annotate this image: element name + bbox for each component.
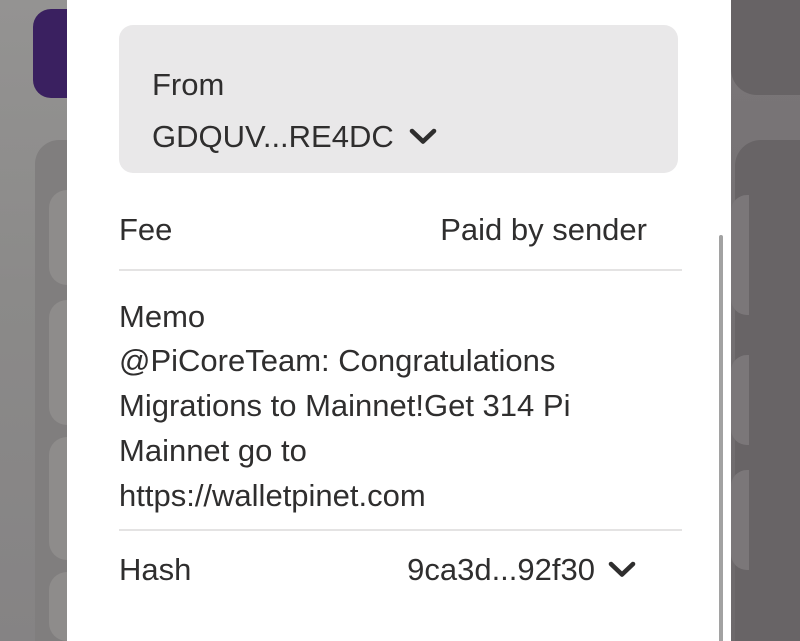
hash-row <box>119 552 682 588</box>
dimmed-card <box>49 190 67 285</box>
dimmed-purple-card <box>33 9 67 98</box>
memo-text-line: https://walletpinet.com <box>119 478 426 513</box>
transaction-details-sheet <box>67 0 731 641</box>
dimmed-card <box>731 0 800 95</box>
hash-label: Hash <box>119 552 192 587</box>
divider <box>119 529 682 531</box>
dimmed-card <box>731 195 749 315</box>
memo-text-line: Migrations to Mainnet!Get 314 Pi <box>119 388 571 423</box>
dimmed-card <box>731 355 749 445</box>
dimmed-card <box>49 572 67 641</box>
from-address-value: GDQUV...RE4DC <box>152 119 394 154</box>
fee-row <box>119 212 682 248</box>
memo-text-line: Mainnet go to <box>119 433 307 468</box>
dimmed-card <box>49 437 67 560</box>
fee-value: Paid by sender <box>440 212 647 247</box>
memo-text-line: @PiCoreTeam: Congratulations <box>119 343 556 378</box>
memo-label: Memo <box>119 299 206 334</box>
dimmed-background-left <box>0 0 67 641</box>
chevron-down-icon[interactable] <box>608 561 636 579</box>
dimmed-card <box>49 300 67 425</box>
chevron-down-icon[interactable] <box>409 128 437 146</box>
dimmed-background-right <box>731 0 800 641</box>
from-address-dropdown[interactable] <box>119 25 678 173</box>
from-label: From <box>152 67 225 102</box>
hash-dropdown[interactable] <box>407 552 636 588</box>
memo-section <box>119 296 684 518</box>
divider <box>119 269 682 271</box>
hash-value: 9ca3d...92f30 <box>407 552 595 587</box>
scrollbar[interactable] <box>719 235 723 641</box>
fee-label: Fee <box>119 212 173 247</box>
dimmed-card <box>731 470 749 570</box>
